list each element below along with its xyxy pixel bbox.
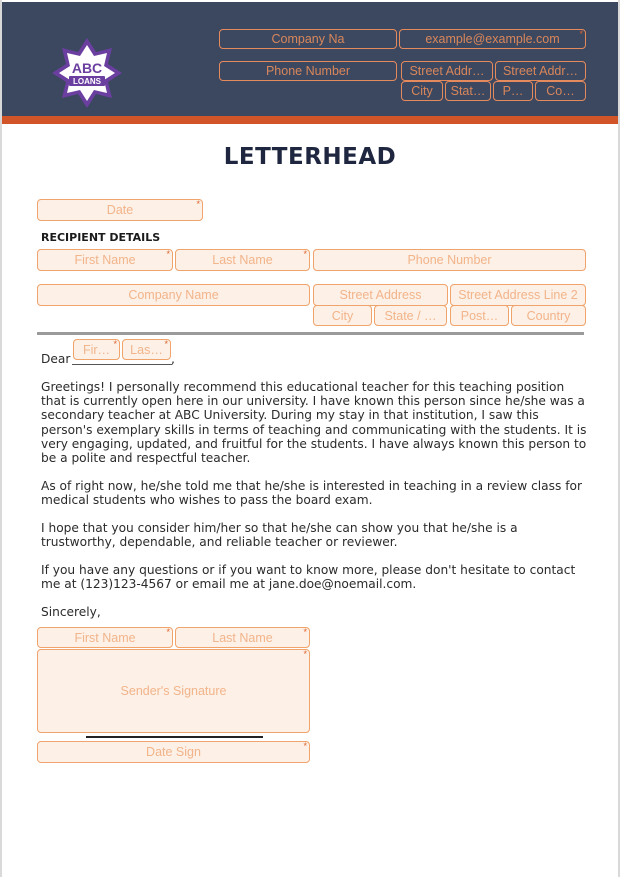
salutation-underline <box>72 364 172 365</box>
required-mark: * <box>166 627 170 637</box>
placeholder: Date <box>106 203 134 217</box>
placeholder: Date Sign <box>146 745 201 759</box>
header-street-address-input[interactable] <box>401 61 493 81</box>
abc-loans-logo <box>50 36 124 110</box>
placeholder: Country <box>526 308 571 323</box>
placeholder: Street Address Line 2 <box>458 288 578 302</box>
required-mark: * <box>196 199 200 209</box>
sender-last-name-input[interactable] <box>175 627 310 648</box>
recipient-details-heading: RECIPIENT DETAILS <box>41 231 161 244</box>
placeholder: Las… <box>130 342 163 357</box>
recipient-phone-input[interactable] <box>313 249 586 271</box>
required-mark: * <box>113 339 117 349</box>
placeholder: Post… <box>460 308 499 323</box>
recipient-last-name-input[interactable] <box>175 249 310 271</box>
required-mark: * <box>303 741 307 751</box>
placeholder: Phone Number <box>265 64 351 78</box>
salutation-last-name-input[interactable] <box>122 339 171 360</box>
header-state-input[interactable] <box>445 81 491 101</box>
recipient-city-input[interactable] <box>313 305 372 326</box>
sender-signature-pad[interactable] <box>37 649 310 733</box>
placeholder: Company Na <box>271 32 345 46</box>
placeholder: Co… <box>546 84 575 98</box>
required-mark: * <box>303 627 307 637</box>
placeholder: example@example.com <box>425 32 560 46</box>
placeholder: City <box>331 308 354 323</box>
placeholder: State / … <box>384 308 437 323</box>
body-paragraph-1: Greetings! I personally recommend this educational teacher for this teaching position that is currently open here in our university. I have known this person since he/she was a secondary teacher at ABC University. During my stay in that institution, I saw this person's exemplary skills in terms of teaching and communicating with the students. It is very engaging, updated, and fruitful for the students. I have always known this person to be a polite and respectful teacher. <box>41 380 587 466</box>
required-mark: * <box>303 249 307 259</box>
placeholder: Stat… <box>450 84 486 98</box>
placeholder: First Name <box>74 253 136 267</box>
logo-text-loans: LOANS <box>73 77 101 86</box>
placeholder: Last Name <box>212 630 273 645</box>
page-edge-left <box>0 0 2 877</box>
placeholder: City <box>411 84 433 98</box>
placeholder: Fir… <box>82 342 111 357</box>
placeholder: Street Address <box>339 288 422 302</box>
required-mark: * <box>303 649 307 659</box>
recipient-street-input[interactable] <box>313 284 448 306</box>
date-input[interactable] <box>37 199 203 221</box>
body-paragraph-3: I hope that you consider him/her so that he/she can show you that he/she is a trustworthy, dependable, and reliable teacher or reviewer. <box>41 521 518 550</box>
recipient-country-input[interactable] <box>511 305 586 326</box>
recipient-first-name-input[interactable] <box>37 249 173 271</box>
placeholder: P… <box>502 84 524 98</box>
section-divider <box>37 332 584 335</box>
placeholder: Street Addr… <box>409 64 485 78</box>
header-accent-bar <box>2 116 618 124</box>
header-postal-input[interactable] <box>493 81 533 101</box>
placeholder: Last Name <box>212 253 273 267</box>
placeholder: Company Name <box>128 288 219 302</box>
header-country-input[interactable] <box>535 81 586 101</box>
recipient-company-input[interactable] <box>37 284 310 306</box>
header-street-address-2-input[interactable] <box>495 61 586 81</box>
logo-text-abc: ABC <box>71 60 103 76</box>
sender-first-name-input[interactable] <box>37 627 173 648</box>
salutation-comma: , <box>171 352 175 366</box>
salutation-dear: Dear <box>41 352 71 366</box>
placeholder: Street Addr… <box>502 64 579 78</box>
placeholder: Phone Number <box>407 253 492 267</box>
salutation-first-name-input[interactable] <box>73 339 120 360</box>
header-email-input[interactable] <box>399 29 586 49</box>
recipient-street-2-input[interactable] <box>450 284 586 306</box>
required-mark: * <box>166 249 170 259</box>
recipient-postal-input[interactable] <box>450 305 509 326</box>
closing-text: Sincerely, <box>41 605 101 619</box>
placeholder: First Name <box>74 630 136 645</box>
required-mark: * <box>579 29 583 39</box>
date-sign-input[interactable] <box>37 741 310 763</box>
placeholder: Sender's Signature <box>120 684 227 698</box>
body-paragraph-2: As of right now, he/she told me that he/she is interested in teaching in a review class for medical students who wishes to pass the board exam. <box>41 479 582 508</box>
body-paragraph-4: If you have any questions or if you want to know more, please don't hesitate to contact me at (123)123-4567 or email me at jane.doe@noemail.com. <box>41 563 576 592</box>
signature-line <box>86 736 263 738</box>
header-city-input[interactable] <box>401 81 443 101</box>
header-phone-input[interactable] <box>219 61 397 81</box>
required-mark: * <box>164 339 168 349</box>
page-title: LETTERHEAD <box>223 144 397 170</box>
header-company-name-input[interactable] <box>219 29 397 49</box>
recipient-state-input[interactable] <box>374 305 447 326</box>
